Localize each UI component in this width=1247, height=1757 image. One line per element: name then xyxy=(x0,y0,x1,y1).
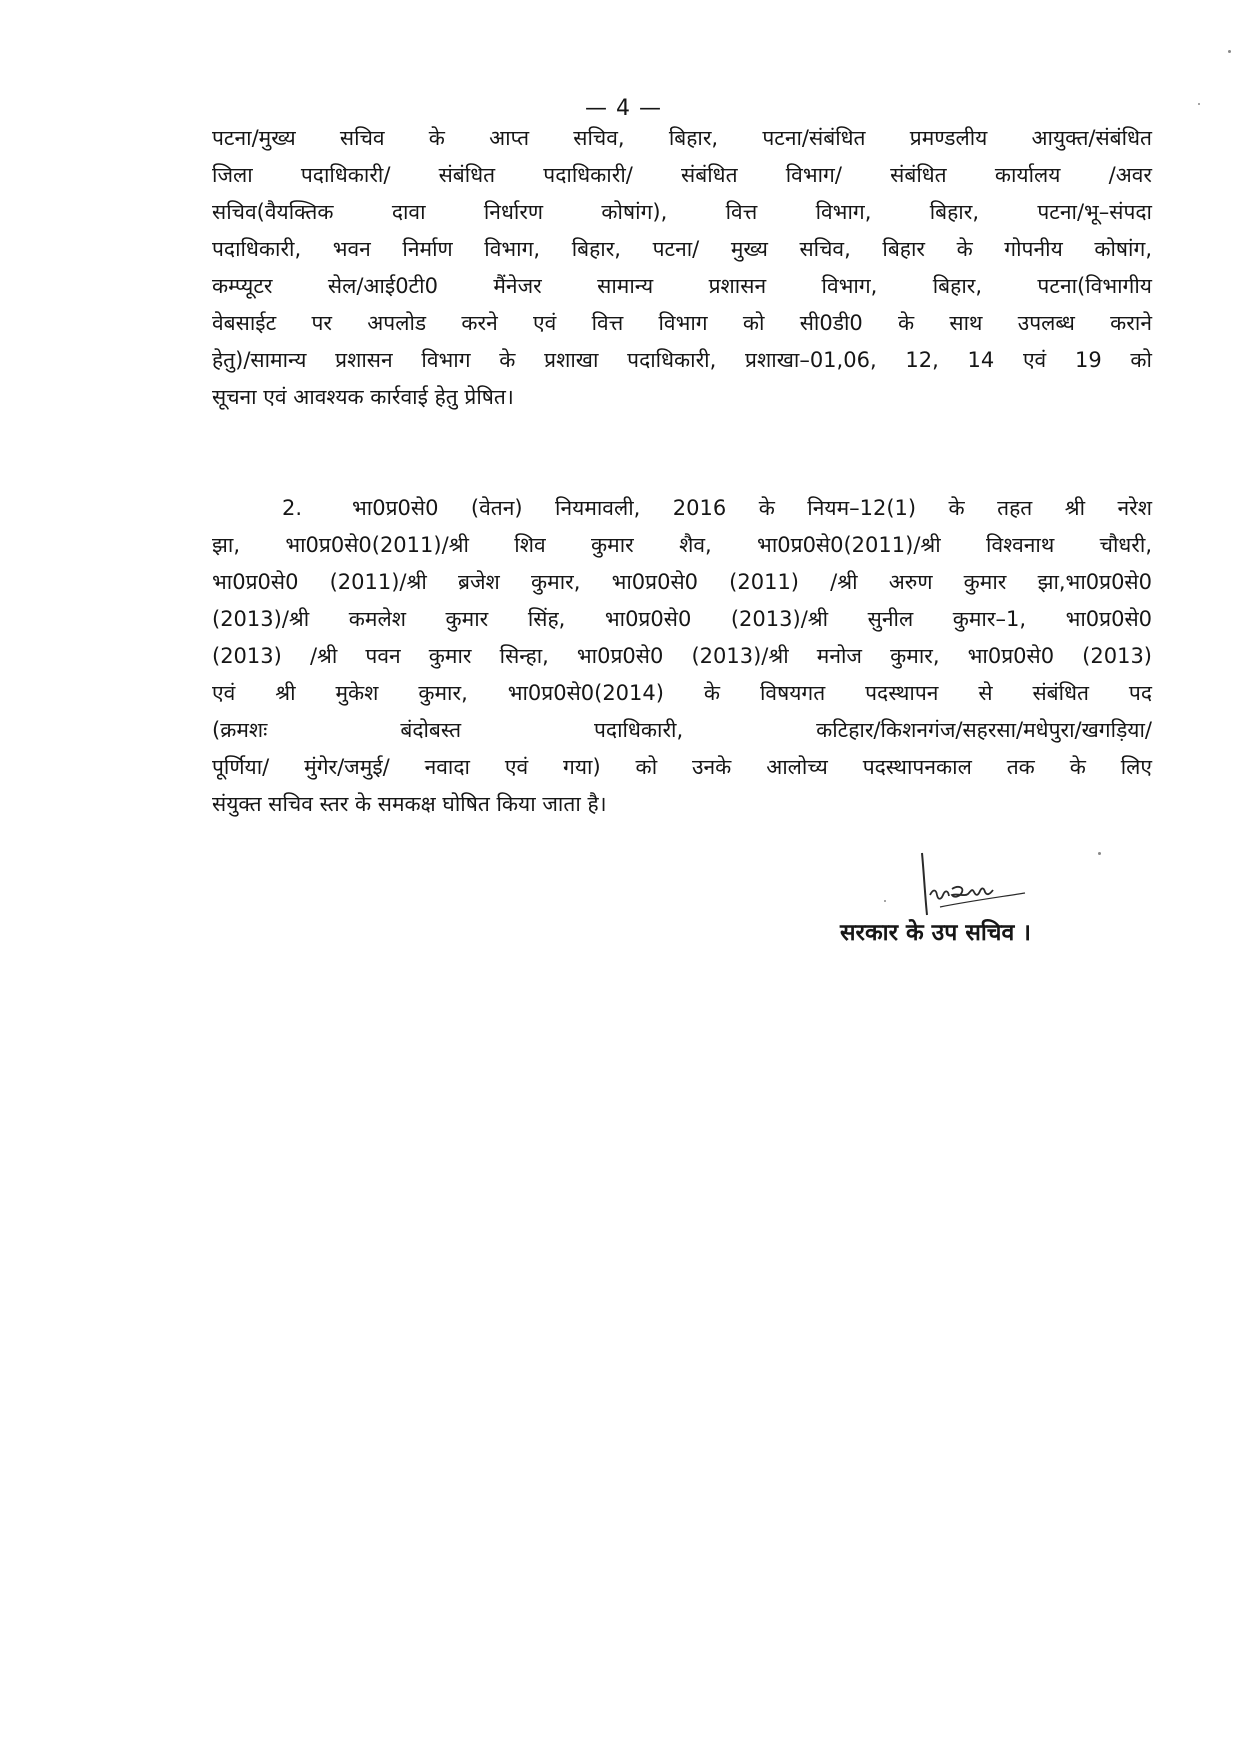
paragraph-line: पूर्णिया/ मुंगेर/जमुई/ नवादा एवं गया) को उनके आलोच्य पदस्थापनकाल तक के लिए xyxy=(212,755,1152,779)
paragraph-line: पटना/मुख्य सचिव के आप्त सचिव, बिहार, पटना/संबंधित प्रमण्डलीय आयुक्त/संबंधित xyxy=(212,126,1152,150)
paragraph-line: जिला पदाधिकारी/ संबंधित पदाधिकारी/ संबंधित विभाग/ संबंधित कार्यालय /अवर xyxy=(212,163,1152,187)
paragraph-distribution-list xyxy=(212,120,1152,416)
paragraph-line: वेबसाईट पर अपलोड करने एवं वित्त विभाग को सी0डी0 के साथ उपलब्ध कराने xyxy=(212,311,1152,335)
paragraph-line: हेतु)/सामान्य प्रशासन विभाग के प्रशाखा पदाधिकारी, प्रशाखा–01,06, 12, 14 एवं 19 को xyxy=(212,348,1152,372)
signature-block xyxy=(840,845,1160,955)
paragraph-line: भा0प्र0से0 (2011)/श्री ब्रजेश कुमार, भा0प्र0से0 (2011) /श्री अरुण कुमार झा,भा0प्र0से0 xyxy=(212,570,1152,594)
paragraph-line: कम्प्यूटर सेल/आई0टी0 मैंनेजर सामान्य प्रशासन विभाग, बिहार, पटना(विभागीय xyxy=(212,274,1152,298)
paragraph-line: (2013) /श्री पवन कुमार सिन्हा, भा0प्र0से0 (2013)/श्री मनोज कुमार, भा0प्र0से0 (2013) xyxy=(212,644,1152,668)
paragraph-order-2 xyxy=(212,490,1152,823)
paragraph-line: सचिव(वैयक्तिक दावा निर्धारण कोषांग), वित्त विभाग, बिहार, पटना/भू–संपदा xyxy=(212,200,1152,224)
scan-speck xyxy=(884,900,886,902)
paragraph-line-text: भा0प्र0से0 (वेतन) नियमावली, 2016 के नियम–12(1) के तहत श्री नरेश xyxy=(352,496,1152,520)
signatory-designation: सरकार के उप सचिव । xyxy=(840,920,1031,946)
paragraph-line: झा, भा0प्र0से0(2011)/श्री शिव कुमार शैव, भा0प्र0से0(2011)/श्री विश्वनाथ चौधरी, xyxy=(212,533,1152,557)
scan-speck xyxy=(1198,103,1200,105)
paragraph-line: संयुक्त सचिव स्तर के समकक्ष घोषित किया जाता है। xyxy=(212,792,607,816)
paragraph-line: (2013)/श्री कमलेश कुमार सिंह, भा0प्र0से0 (2013)/श्री सुनील कुमार–1, भा0प्र0से0 xyxy=(212,607,1152,631)
scan-speck xyxy=(1098,852,1101,855)
paragraph-line: एवं श्री मुकेश कुमार, भा0प्र0से0(2014) के विषयगत पदस्थापन से संबंधित पद xyxy=(212,681,1152,705)
paragraph-line: पदाधिकारी, भवन निर्माण विभाग, बिहार, पटना/ मुख्य सचिव, बिहार के गोपनीय कोषांग, xyxy=(212,237,1152,261)
paragraph-number: 2. xyxy=(282,496,303,520)
scan-speck xyxy=(1228,50,1231,53)
paragraph-first-line xyxy=(212,490,1152,527)
page-number: — 4 — xyxy=(585,96,662,121)
paragraph-line: सूचना एवं आवश्यक कार्रवाई हेतु प्रेषित। xyxy=(212,385,514,409)
paragraph-line: (क्रमशः बंदोबस्त पदाधिकारी, कटिहार/किशनगंज/सहरसा/मधेपुरा/खगड़िया/ xyxy=(212,718,1152,742)
